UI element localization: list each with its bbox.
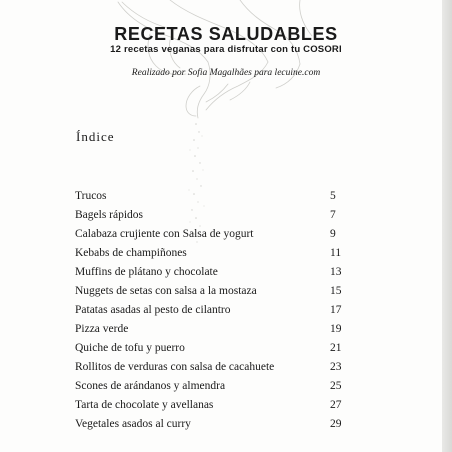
toc-entry[interactable]: [75, 377, 360, 396]
toc-entry[interactable]: [75, 187, 360, 206]
toc-entry-page-number: 5: [330, 190, 336, 202]
toc-entry-title: Calabaza crujiente con Salsa de yogurt: [75, 228, 254, 240]
toc-entry-page-number: 21: [330, 342, 342, 354]
toc-entry-page-number: 29: [330, 418, 342, 430]
toc-entry-title: Kebabs de champiñones: [75, 247, 187, 259]
page-edge-shadow: [442, 0, 452, 452]
toc-entry-title: Rollitos de verduras con salsa de cacahuete: [75, 361, 275, 373]
toc-entry-page-number: 27: [330, 399, 342, 411]
toc-entry-title: Tarta de chocolate y avellanas: [75, 399, 214, 411]
table-of-contents: [75, 187, 360, 434]
toc-entry[interactable]: [75, 263, 360, 282]
toc-entry-title: Vegetales asados al curry: [75, 418, 191, 430]
toc-entry[interactable]: [75, 339, 360, 358]
toc-entry[interactable]: [75, 301, 360, 320]
toc-entry[interactable]: [75, 320, 360, 339]
toc-entry[interactable]: [75, 396, 360, 415]
toc-entry-title: Muffins de plátano y chocolate: [75, 266, 218, 278]
toc-entry-page-number: 11: [330, 247, 342, 259]
index-heading: Índice: [76, 129, 115, 144]
toc-entry-page-number: 13: [330, 266, 342, 278]
toc-entry-page-number: 9: [330, 228, 336, 240]
toc-entry-title: Scones de arándanos y almendra: [75, 380, 226, 392]
toc-entry[interactable]: [75, 415, 360, 434]
toc-entry[interactable]: [75, 206, 360, 225]
toc-entry[interactable]: [75, 225, 360, 244]
toc-entry-page-number: 19: [330, 323, 342, 335]
toc-entry-title: Nuggets de setas con salsa a la mostaza: [75, 285, 257, 297]
toc-entry-title: Pizza verde: [75, 323, 129, 335]
author-credit: Realizado por Sofia Magalhães para lecuine.com: [131, 68, 321, 78]
toc-entry-title: Bagels rápidos: [75, 209, 144, 221]
toc-entry-title: Trucos: [75, 190, 107, 202]
toc-entry-page-number: 17: [330, 304, 342, 316]
toc-entry[interactable]: [75, 358, 360, 377]
document-subtitle: 12 recetas veganas para disfrutar con tu COSORI: [110, 44, 342, 55]
toc-entry-title: Patatas asadas al pesto de cilantro: [75, 304, 231, 316]
toc-entry-page-number: 23: [330, 361, 342, 373]
toc-entry[interactable]: [75, 282, 360, 301]
document-title: RECETAS SALUDABLES: [114, 24, 338, 44]
toc-entry-page-number: 7: [330, 209, 336, 221]
toc-entry[interactable]: [75, 244, 360, 263]
toc-entry-page-number: 25: [330, 380, 342, 392]
toc-entry-title: Quiche de tofu y puerro: [75, 342, 185, 354]
toc-entry-page-number: 15: [330, 285, 342, 297]
